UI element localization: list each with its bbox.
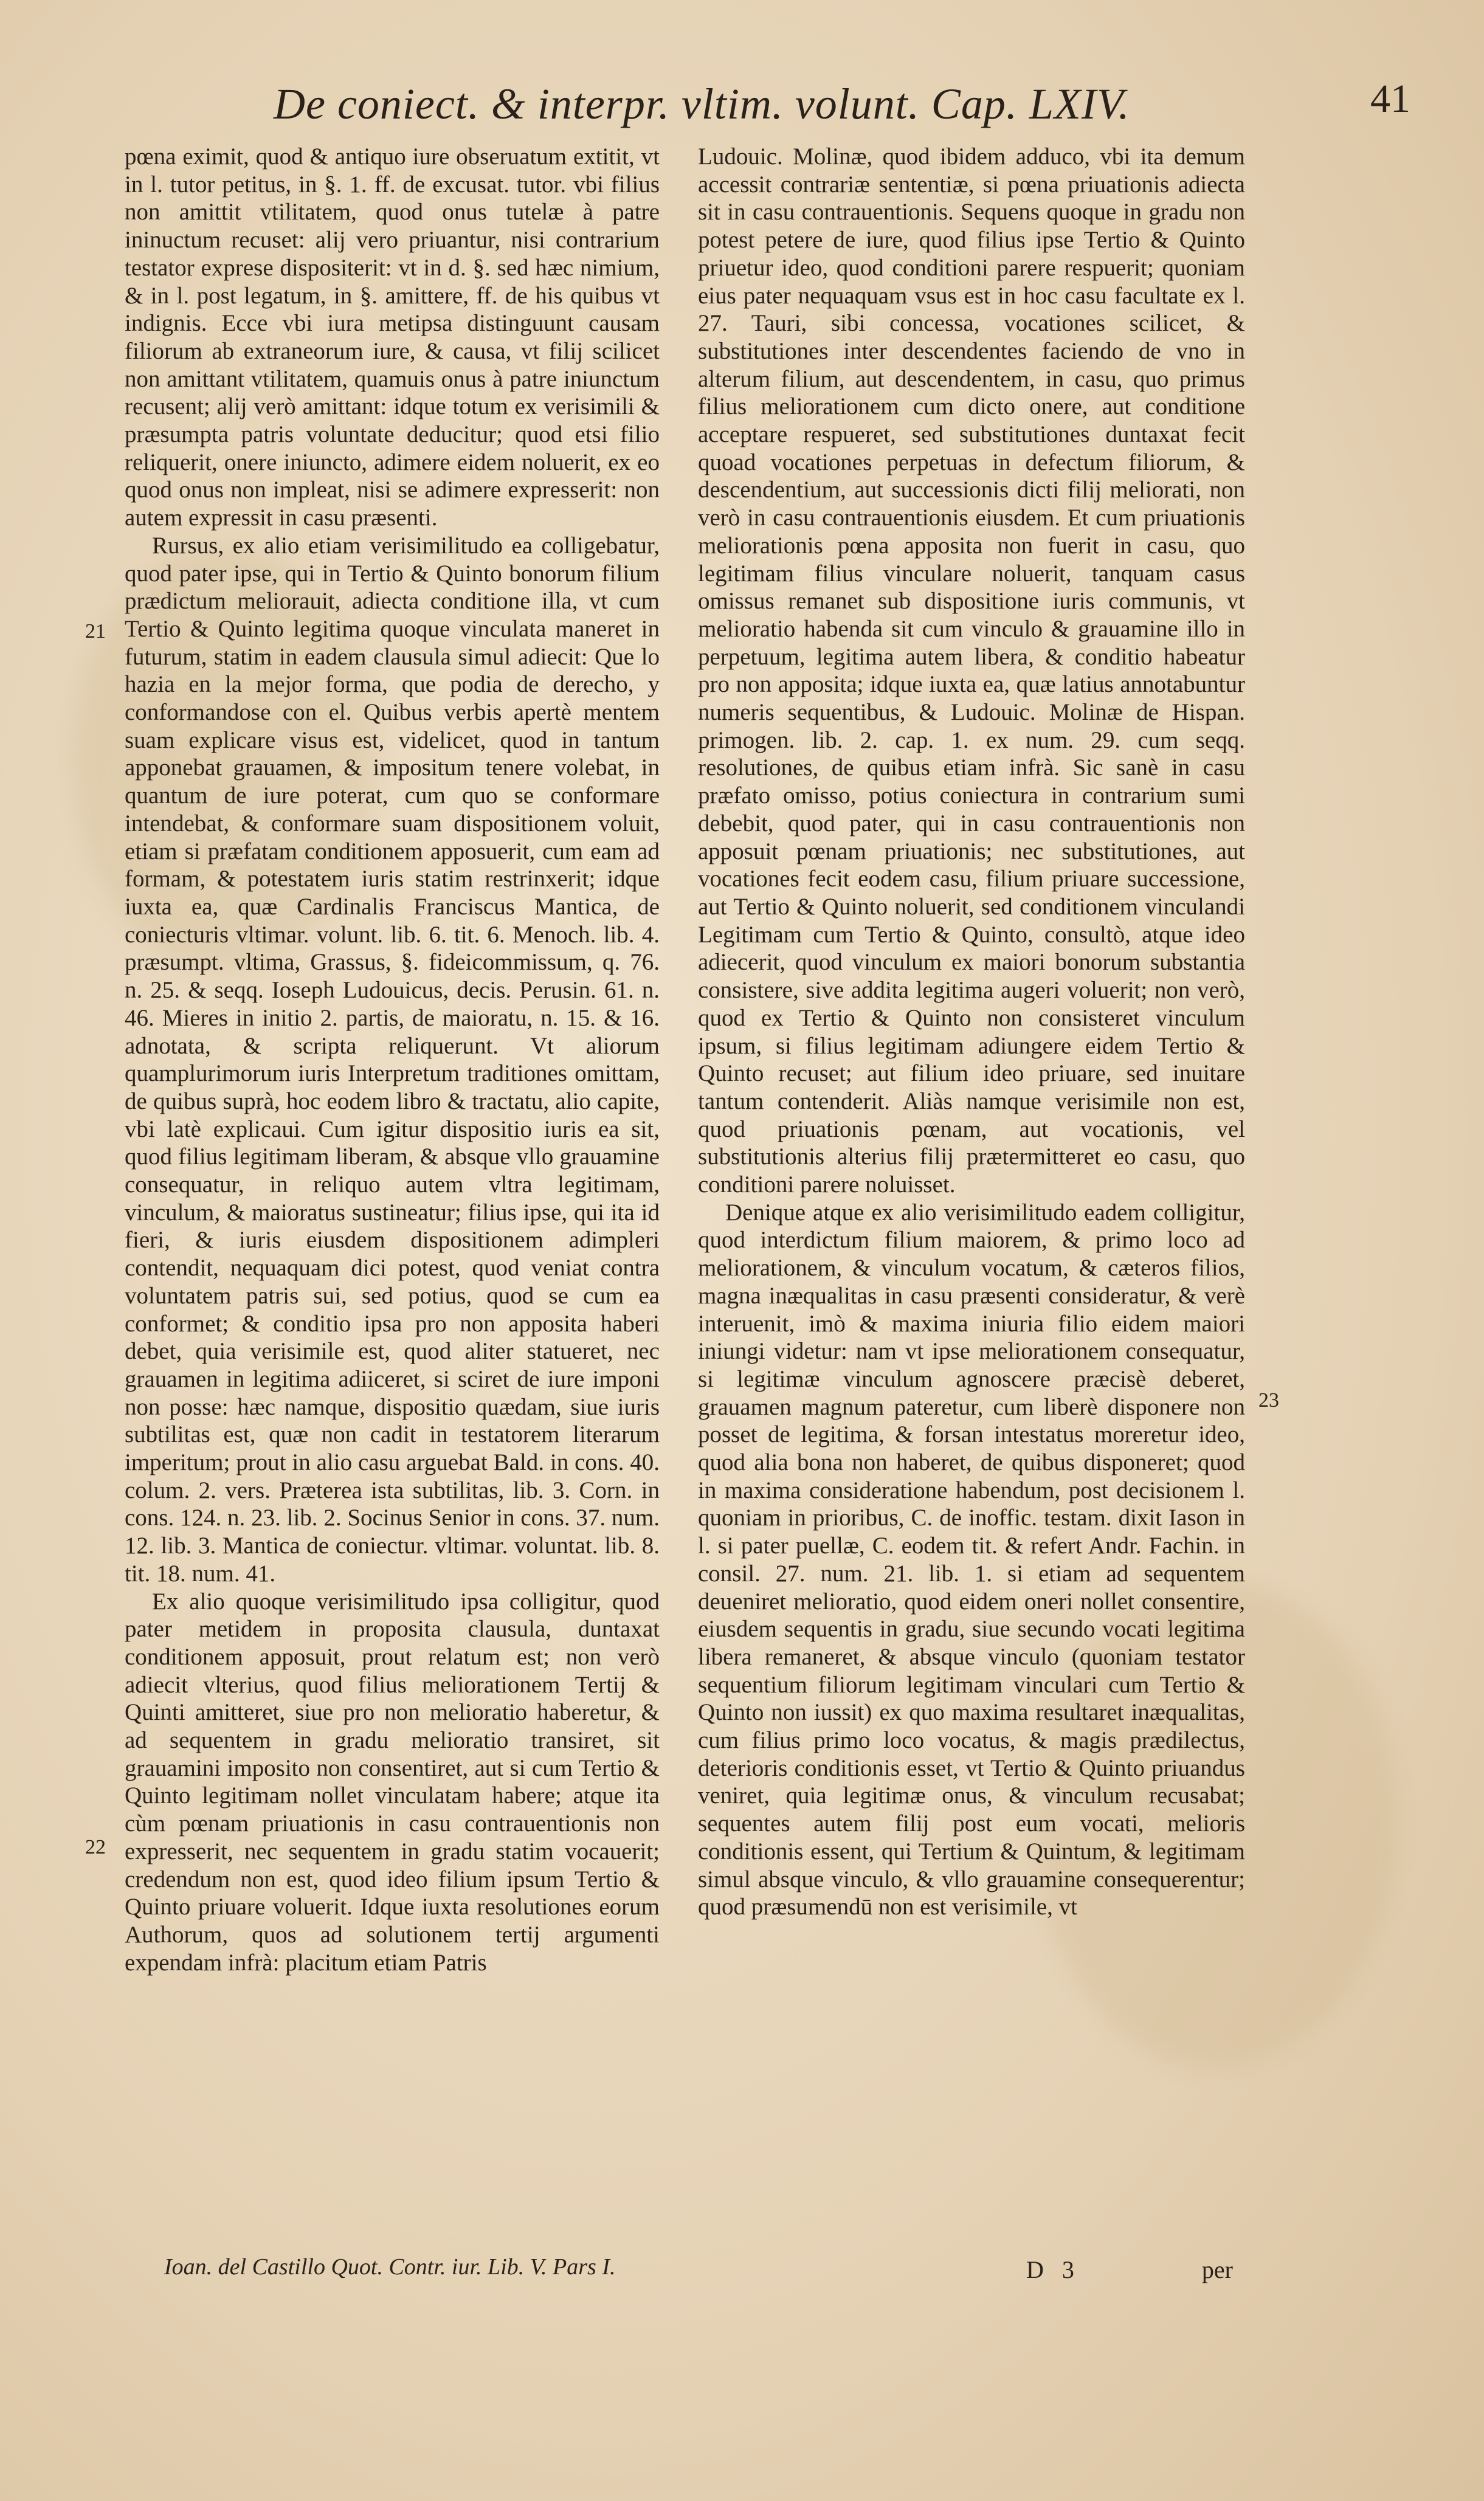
paragraph: Denique atque ex alio verisimilitudo eadem colligitur, quod interdictum filium maiorem, & primo loco ad meliorationem, & vinculum vocatum, & cæteros filios, magna inæqualitas in casu præsenti consideratur, & verè interuenit, imò & maxima iniuria filio eidem maiori iniungi videtur: nam vt ipse meliorationem consequatur, si legitimæ vinculum agnoscere præcisè deberet, grauamen magnum pateretur, cum liberè disponere non posset de legitima, & forsan intestatus moreretur ideo, quod alia bona non haberet, de quibus disponeret; quod in maxima consideratione habendum, post decisionem l. quoniam in prioribus, C. de inoffic. testam. dixit Iason in l. si pater puellæ, C. eodem tit. & refert Andr. Fachin. in consil. 27. num. 21. lib. 1. si etiam ad sequentem deueniret melioratio, quod eidem oneri nollet consentire, eiusdem sequentis in gradu, siue secundo vocati legitima libera remaneret, & absque vinculo (quoniam testator sequentium filiorum legitimam vinculari cum Tertio & Quinto non iussit) ex quo maxima resultaret inæqualitas, cum filius primo loco vocatus, & magis prædilectus, deterioris conditionis esset, vt Tertio & Quinto priuandus veniret, quia legitimæ onus, & vinculum recusabat; sequentes autem filij post eum vocati, melioris conditionis essent, qui Tertium & Quintum, & legitimam simul absque vinculo, & vllo grauamine consequerentur; quod præsumendū non est verisimile, vt bbox=[698, 1199, 1245, 1920]
paragraph: Ludouic. Molinæ, quod ibidem adduco, vbi ita demum accessit contrariæ sententiæ, si pœna priuationis adiecta sit in casu contrauentionis. Sequens quoque in gradu non potest petere de iure, quod filius ipse Tertio & Quinto priuetur ideo, quod conditioni parere respuerit; quoniam eius pater nequaquam vsus est in hoc casu facultate ex l. 27. Tauri, sibi concessa, vocationes scilicet, & substitutiones inter descendentes faciendo de vno in alterum filium, aut descendentem, in casu, quo primus filius meliorationem cum dicto onere, aut conditione acceptare respueret, sed substitutiones duntaxat fecit quoad vocationes perpetuas in defectum filiorum, & descendentium, aut successionis dicti filij meliorati, non verò in casu contrauentionis eiusdem. Et cum priuationis meliorationis pœna apposita non fuerit in casu, quo legitimam filius vinculare noluerit, tanquam casus omissus remanet sub dispositione iuris communis, vt melioratio habenda sit cum vinculo & grauamine illo in perpetuum, legitima autem libera, & conditio habeatur pro non apposita; idque iuxta ea, quæ latius annotabuntur numeris sequentibus, & Ludouic. Molinæ de Hispan. primogen. lib. 2. cap. 1. ex num. 29. cum seqq. resolutiones, de quibus etiam infrà. Sic sanè in casu præfato omisso, potius coniectura in contrarium sumi debebit, quod pater, qui in casu contrauentionis non apposuit pœnam priuationis; nec substitutiones, aut vocationes fecit eodem casu, filium priuare successione, aut Tertio & Quinto noluerit, sed conditionem vinculandi Legitimam cum Tertio & Quinto, consultò, atque ideo adiecerit, quod vinculum ex maiori bonorum substantia consistere, sive addita legitima augeri voluerit; non verò, quod ex Tertio & Quinto non consisteret vinculum ipsum, si filius legitimam adiungere eidem Tertio & Quinto recuset; aut filium ideo priuare, sed inuitare tantum contenderit. Aliàs namque verisimile non est, quod priuationis pœnam, aut vocationis, vel substitutionis alterius filij prætermitteret eo casu, quo conditioni parere noluisset. bbox=[698, 143, 1245, 1198]
catchword: per bbox=[1201, 2256, 1233, 2283]
running-title: De coniect. & interpr. vltim. volunt. Cap. LXIV. bbox=[274, 80, 1130, 128]
left-footer: Ioan. del Castillo Quot. Contr. iur. Lib. V. Pars I. bbox=[164, 2254, 616, 2280]
margin-number-21: 21 bbox=[85, 620, 106, 643]
paragraph: Rursus, ex alio etiam verisimilitudo ea colligebatur, quod pater ipse, qui in Tertio & Quinto bonorum filium prædictum meliorauit, adiecta conditione illa, vt cum Tertio & Quinto legitima quoque vinculata maneret in futurum, statim in eadem clausula simul adiecit: Que lo hazia en la mejor forma, que podia de derecho, y conformandose con el. Quibus verbis apertè mentem suam explicare visus est, videlicet, quod in tantum apponebat grauamen, & impositum tenere volebat, in quantum de iure poterat, cum quo se conformare intendebat, & conformare suam dispositionem voluit, etiam si præfatam conditionem apposuerit, cum eam ad formam, & potestatem iuris statim restrinxerit; idque iuxta ea, quæ Cardinalis Franciscus Mantica, de coniecturis vltimar. volunt. lib. 6. tit. 6. Menoch. lib. 4. præsumpt. vltima, Grassus, §. fideicommissum, q. 76. n. 25. & seqq. Ioseph Ludouicus, decis. Perusin. 61. n. 46. Mieres in initio 2. partis, de maioratu, n. 15. & 16. adnotata, & scripta reliquerunt. Vt aliorum quamplurimorum iuris Interpretum traditiones omittam, de quibus suprà, hoc eodem libro & tractatu, alio capite, vbi latè explicaui. Cum igitur dispositio iuris ea sit, quod filius legitimam liberam, & absque vllo grauamine consequatur, in reliquo autem vltra legitimam, vinculum, & maioratus sustineatur; filius ipse, qui ita id fieri, & iuris eiusdem dispositionem adimpleri contendit, nequaquam dici potest, quod veniat contra voluntatem patris sui, sed potius, quod se cum ea conformet; & conditio ipsa pro non apposita haberi debet, quia verisimile est, quod aliter statueret, nec grauamen in legitima adiiceret, si sciret de iure imponi non posse: hæc namque, dispositio quædam, siue iuris subtilitas est, quæ non cadit in testatorem literarum imperitum; prout in alio casu arguebat Bald. in cons. 40. colum. 2. vers. Præterea ista subtilitas, lib. 3. Corn. in cons. 124. n. 23. lib. 2. Socinus Senior in cons. 37. num. 12. lib. 3. Mantica de coniectur. vltimar. voluntat. lib. 8. tit. 18. num. 41. bbox=[125, 532, 660, 1587]
page-header bbox=[274, 77, 1410, 134]
page-number: 41 bbox=[1370, 77, 1410, 121]
paragraph: pœna eximit, quod & antiquo iure obseruatum extitit, vt in l. tutor petitus, in §. 1. ff. de excusat. tutor. vbi filius non amittit vtilitatem, quod onus tutelæ à patre ininuctum recuset: alij vero priuantur, nisi contrarium testator exprese dispositerit: vt in d. §. sed hæc nimium, & in l. post legatum, in §. amittere, ff. de his quibus vt indignis. Ecce vbi iura metipsa distinguunt causam filiorum ab extraneorum iure, & causa, vt filij scilicet non amittant vtilitatem, quamuis onus à patre iniunctum recusent; alij verò amittant: idque totum ex verisimili & præsumpta patris voluntate deducitur; quod etsi filio reliquerit, onere iniuncto, adimere eidem noluerit, ex eo quod onus non impleat, nisi se adimere expresserit: non autem expressit in casu præsenti. bbox=[125, 143, 660, 531]
margin-number-22: 22 bbox=[85, 1836, 106, 1858]
signature-mark: D 3 bbox=[1026, 2256, 1080, 2283]
right-column bbox=[698, 143, 1245, 1921]
paragraph: Ex alio quoque verisimilitudo ipsa colligitur, quod pater metidem in proposita clausula, duntaxat conditionem apposuit, prout relatum est; non verò adiecit vlterius, quod filius meliorationem Tertij & Quinti amitteret, siue pro non melioratio haberetur, & ad sequentem in gradu melioratio transiret, sit grauamini imposito non consentiret, aut si cum Tertio & Quinto legitimam nollet vinculatam habere; atque ita cùm pœnam priuationis in casu contrauentionis non expresserit, nec sequentem in gradu statim vocauerit; credendum non est, quod ideo filium ipsum Tertio & Quinto priuare voluerit. Idque iuxta resolutiones eorum Authorum, quos ad solutionem tertij argumenti expendam infrà: placitum etiam Patris bbox=[125, 1588, 660, 1976]
page-footer bbox=[698, 2255, 1245, 2286]
margin-number-23: 23 bbox=[1258, 1389, 1279, 1412]
left-column bbox=[125, 143, 660, 1976]
